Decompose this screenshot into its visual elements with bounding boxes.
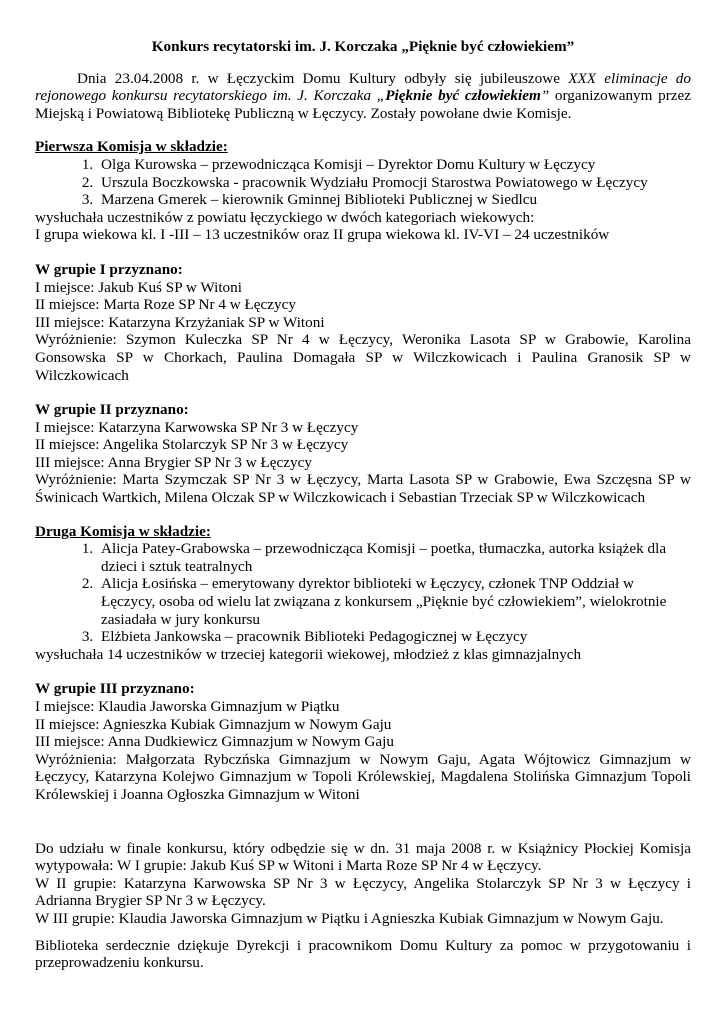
commission1-members bbox=[35, 156, 691, 209]
group3-second-place: II miejsce: Agnieszka Kubiak Gimnazjum w Nowym Gaju bbox=[35, 715, 392, 733]
commission2-member: 1. Alicja Patey-Grabowska – przewodnicząca Komisji – poetka, tłumaczka, autorka książek dla dzieci i sztuk teatralnych bbox=[97, 540, 691, 575]
intro-text-4: ” bbox=[540, 87, 550, 105]
intro-text-5: organizowanym przez Miejską i Powiatową Bibliotekę Publiczną w Łęczycy. Zostały powołane dwie Komisje. bbox=[35, 87, 691, 122]
group1-second-place: II miejsce: Marta Roze SP Nr 4 w Łęczycy bbox=[35, 296, 296, 314]
intro-text-2: XXX eliminacje do rejonowego konkursu recytatorskiego im. J. Korczaka „ bbox=[35, 69, 691, 105]
commission1-note: wysłuchała uczestników z powiatu łęczyckiego w dwóch kategoriach wiekowych: bbox=[35, 208, 535, 226]
group1-third-place: III miejsce: Katarzyna Krzyżaniak SP w Witoni bbox=[35, 313, 325, 331]
commission2-member: 3. Elżbieta Jankowska – pracownik Biblioteki Pedagogicznej w Łęczycy bbox=[97, 628, 691, 646]
commission1-age-groups: I grupa wiekowa kl. I -III – 13 uczestników oraz II grupa wiekowa kl. IV-VI – 24 uczestników bbox=[35, 226, 610, 244]
finals-group3: W III grupie: Klaudia Jaworska Gimnazjum w Piątku i Agnieszka Kubiak Gimnazjum w Nowym Gaju. bbox=[35, 909, 664, 927]
group3-heading: W grupie III przyznano: bbox=[35, 680, 195, 698]
group2-first-place: I miejsce: Katarzyna Karwowska SP Nr 3 w Łęczycy bbox=[35, 418, 359, 436]
group1-distinction: Wyróżnienie: Szymon Kuleczka SP Nr 4 w Łęczycy, Weronika Lasota SP w Grabowie, Karolina Gonsowska SP w Chorkach, Paulina Domagała SP w Wilczkowicach i Paulina Granosik SP w Wilczkowicach bbox=[35, 331, 691, 384]
thanks-paragraph: Biblioteka serdecznie dziękuje Dyrekcji i pracownikom Domu Kultury za pomoc w przygotowaniu i przeprowadzeniu konkursu. bbox=[35, 936, 691, 972]
spacer bbox=[35, 804, 691, 840]
group3-third-place: III miejsce: Anna Dudkiewicz Gimnazjum w Nowym Gaju bbox=[35, 733, 394, 751]
intro-text-1: Dnia 23.04.2008 r. w Łęczyckim Domu Kultury odbyły się jubileuszowe bbox=[77, 69, 569, 87]
document-title: Konkurs recytatorski im. J. Korczaka „Pięknie być człowiekiem” bbox=[151, 38, 575, 55]
commission2-member: 2. Alicja Łosińska – emerytowany dyrektor biblioteki w Łęczycy, członek TNP Oddział w Łęczycy, osoba od wielu lat związana z konkursem „Pięknie być człowiekiem”, wielokrotnie zasiadała w jury konkursu bbox=[97, 575, 691, 628]
commission1-member: 2. Urszula Boczkowska - pracownik Wydziału Promocji Starostwa Powiatowego w Łęczycy bbox=[97, 174, 691, 192]
document-page bbox=[35, 38, 691, 972]
commission1-member: 1. Olga Kurowska – przewodnicząca Komisji – Dyrektor Domu Kultury w Łęczycy bbox=[97, 156, 691, 174]
spacer bbox=[35, 928, 691, 937]
finals-group2: W II grupie: Katarzyna Karwowska SP Nr 3 w Łęczycy, Angelika Stolarczyk SP Nr 3 w Łęczycy i Adrianna Brygier SP Nr 3 w Łęczycy. bbox=[35, 874, 691, 910]
commission1-member: 3. Marzena Gmerek – kierownik Gminnej Biblioteki Publicznej w Siedlcu bbox=[97, 191, 691, 209]
group3-distinction: Wyróżnienia: Małgorzata Rybczńska Gimnazjum w Nowym Gaju, Agata Wójtowicz Gimnazjum w Łęczycy, Katarzyna Kolejwo Gimnazjum w Topoli Królewskiej, Magdalena Stolińska Gimnazjum Topoli Królewskiej i Joanna Ogłoszka Gimnazjum w Witoni bbox=[35, 750, 691, 803]
group2-second-place: II miejsce: Angelika Stolarczyk SP Nr 3 w Łęczycy bbox=[35, 436, 349, 454]
group1-heading: W grupie I przyznano: bbox=[35, 260, 183, 278]
group2-distinction: Wyróżnienie: Marta Szymczak SP Nr 3 w Łęczycy, Marta Lasota SP w Grabowie, Ewa Szczęsna SP w Świnicach Wartkich, Milena Olczak SP w Wilczkowicach i Sebastian Trzeciak SP w Wilczkowicach bbox=[35, 471, 691, 507]
commission2-note: wysłuchała 14 uczestników w trzeciej kategorii wiekowej, młodzież z klas gimnazjalnych bbox=[35, 645, 582, 663]
intro-paragraph bbox=[35, 70, 691, 123]
group2-heading: W grupie II przyznano: bbox=[35, 401, 189, 419]
group3-first-place: I miejsce: Klaudia Jaworska Gimnazjum w Piątku bbox=[35, 698, 340, 715]
finals-paragraph: Do udziału w finale konkursu, który odbędzie się w dn. 31 maja 2008 r. w Książnicy Płockiej Komisja wytypowała: W I grupie: Jakub Kuś SP w Witoni i Marta Roze SP Nr 4 w Łęczycy. bbox=[35, 839, 691, 875]
group2-third-place: III miejsce: Anna Brygier SP Nr 3 w Łęczycy bbox=[35, 453, 312, 471]
intro-contest-name: Pięknie być człowiekiem bbox=[385, 87, 541, 105]
commission2-members bbox=[35, 540, 691, 646]
group1-first-place: I miejsce: Jakub Kuś SP w Witoni bbox=[35, 278, 242, 296]
commission2-heading: Druga Komisja w składzie: bbox=[35, 522, 211, 540]
commission1-heading: Pierwsza Komisja w składzie: bbox=[35, 138, 228, 156]
